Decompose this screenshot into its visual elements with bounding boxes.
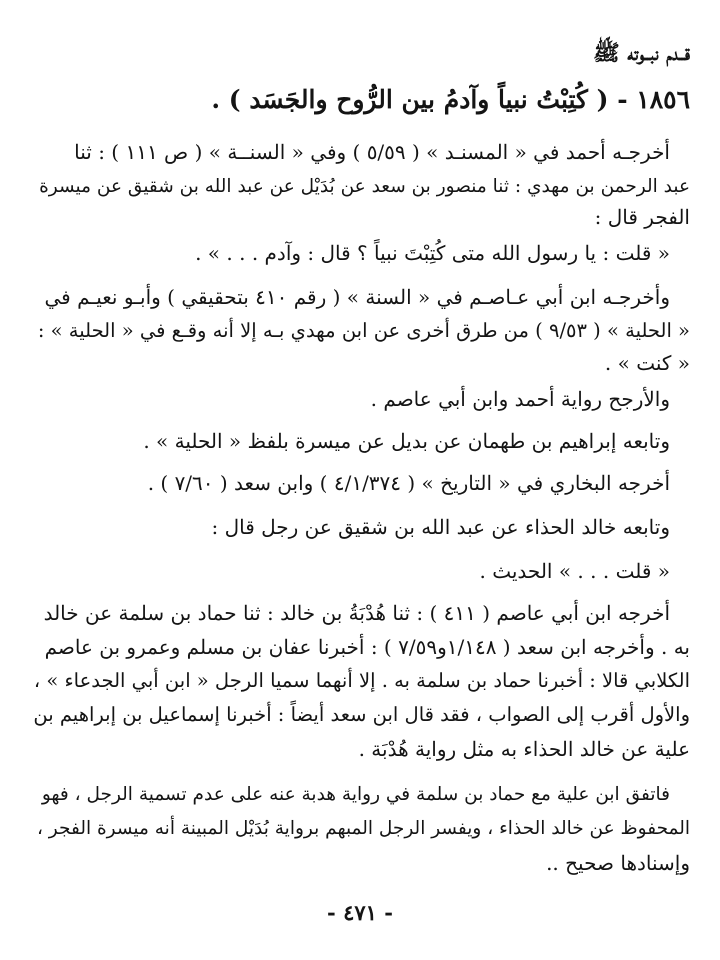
paragraph-9-line-4: والأول أقرب إلى الصواب ، فقد قال ابن سعد أيضاً : أخبرنا إسماعيل بن إبراهيم بن <box>33 703 690 726</box>
paragraph-3-line-3: « كنت » . <box>604 351 690 375</box>
paragraph-8-line-1: « قلت . . . » الحديث . <box>479 559 670 583</box>
paragraph-5-line-1: وتابعه إبراهيم بن طهمان عن بديل عن ميسرة بلفظ « الحلية » . <box>143 429 670 453</box>
paragraph-9-line-1: أخرجه ابن أبي عاصم ( ٤١١ ) : ثنا هُدْبَةُ بن خالد : ثنا حماد بن سلمة عن خالد <box>43 601 670 625</box>
paragraph-3-line-1: وأخرجـه ابن أبي عـاصـم في « السنة » ( رقم ٤١٠ بتحقيقي ) وأبـو نعيـم في <box>44 285 670 309</box>
paragraph-1-line-2: عبد الرحمن بن مهدي : ثنا منصور بن سعد عن بُدَيْل عن عبد الله بن شقيق عن ميسرة <box>39 176 690 197</box>
paragraph-7-line-1: وتابعه خالد الحذاء عن عبد الله بن شقيق عن رجل قال : <box>211 515 670 539</box>
paragraph-1-line-3: الفجر قال : <box>594 205 690 229</box>
paragraph-6-line-1: أخرجه البخاري في « التاريخ » ( ٤/١/٣٧٤ ) وابن سعد ( ٧/٦٠ ) . <box>147 471 670 495</box>
running-header: قــدم نبــوته ﷺ <box>593 40 690 66</box>
paragraph-3-line-2: « الحلية » ( ٩/٥٣ ) من طرق أخرى عن ابن مهدي بـه إلا أنه وقـع في « الحلية » : <box>37 319 690 342</box>
paragraph-9-line-5: علية عن خالد الحذاء به مثل رواية هُدْبَة . <box>358 737 690 761</box>
hadith-heading: ١٨٥٦ - ( كُتِبْتُ نبياً وآدمُ بين الرُّوح والجَسَد ) . <box>211 85 690 114</box>
paragraph-2-line-1: « قلت : يا رسول الله متى كُتِبْتَ نبياً ؟ قال : وآدم . . . » . <box>195 241 670 265</box>
paragraph-10-line-3: وإسنادها صحيح .. <box>546 851 690 875</box>
page-number: - ٤٧١ - <box>327 900 393 925</box>
paragraph-10-line-1: فاتفق ابن علية مع حماد بن سلمة في رواية هدبة عنه على عدم تسمية الرجل ، فهو <box>41 784 670 805</box>
paragraph-4-line-1: والأرجح رواية أحمد وابن أبي عاصم . <box>370 387 670 411</box>
paragraph-1-line-1: أخرجـه أحمد في « المسنـد » ( ٥/٥٩ ) وفي « السنــة » ( ص ١١١ ) : ثنا <box>74 140 670 164</box>
paragraph-9-line-2: به . وأخرجه ابن سعد ( ١/١٤٨و٧/٥٩ ) : أخبرنا عفان بن مسلم وعمرو بن عاصم <box>44 635 690 659</box>
paragraph-10-line-2: المحفوظ عن خالد الحذاء ، ويفسر الرجل المبهم برواية بُدَيْل المبينة أنه ميسرة الفجر ، <box>36 818 690 839</box>
paragraph-9-line-3: الكلابي قالا : أخبرنا حماد بن سلمة به . إلا أنهما سميا الرجل « ابن أبي الجدعاء » ، <box>33 669 690 692</box>
